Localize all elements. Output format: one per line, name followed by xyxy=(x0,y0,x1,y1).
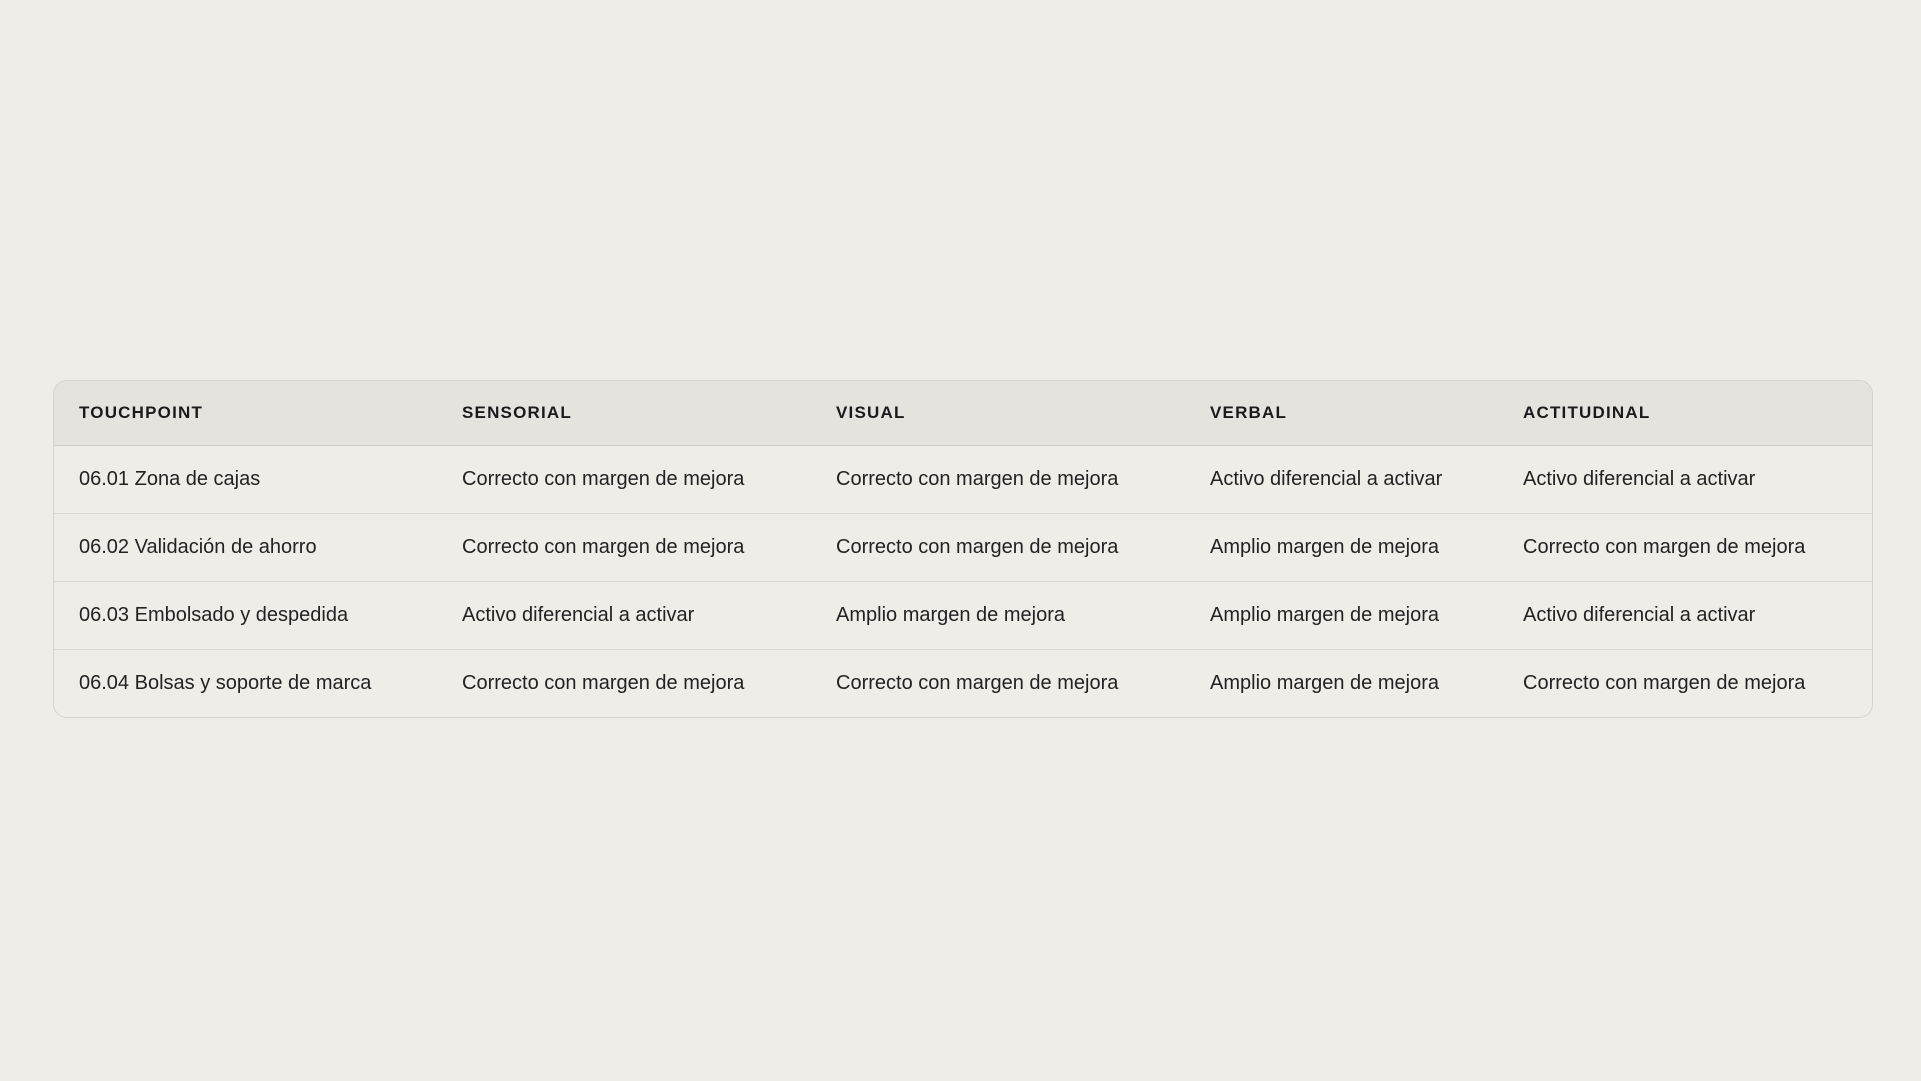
touchpoint-table xyxy=(53,380,1873,718)
column-header-actitudinal: ACTITUDINAL xyxy=(1498,381,1872,445)
column-header-sensorial: SENSORIAL xyxy=(437,381,811,445)
cell-sensorial: Correcto con margen de mejora xyxy=(437,513,811,581)
table xyxy=(54,381,1872,717)
cell-touchpoint: 06.01 Zona de cajas xyxy=(79,467,261,490)
cell-verbal: Amplio margen de mejora xyxy=(1185,513,1498,581)
cell-visual: Correcto con margen de mejora xyxy=(811,513,1185,581)
cell-sensorial: Activo diferencial a activar xyxy=(437,581,811,649)
cell-actitudinal: Activo diferencial a activar xyxy=(1498,581,1872,649)
table-row xyxy=(54,649,1872,717)
cell-touchpoint: 06.03 Embolsado y despedida xyxy=(54,581,437,649)
cell-actitudinal: Correcto con margen de mejora xyxy=(1498,649,1872,717)
cell-visual: Correcto con margen de mejora xyxy=(836,467,1119,490)
cell-visual: Correcto con margen de mejora xyxy=(811,649,1185,717)
column-header-visual: VISUAL xyxy=(811,381,1185,445)
cell-touchpoint: 06.02 Validación de ahorro xyxy=(54,513,437,581)
cell-actitudinal: Activo diferencial a activar xyxy=(1523,467,1756,490)
column-header-touchpoint: TOUCHPOINT xyxy=(54,381,437,445)
table-row xyxy=(54,445,1872,513)
table-header-row xyxy=(54,381,1872,445)
cell-visual: Amplio margen de mejora xyxy=(811,581,1185,649)
cell-verbal: Amplio margen de mejora xyxy=(1185,649,1498,717)
table-row xyxy=(54,581,1872,649)
cell-sensorial: Correcto con margen de mejora xyxy=(437,649,811,717)
table-row xyxy=(54,513,1872,581)
cell-verbal: Activo diferencial a activar xyxy=(1210,467,1443,490)
cell-actitudinal: Correcto con margen de mejora xyxy=(1498,513,1872,581)
column-header-verbal: VERBAL xyxy=(1185,381,1498,445)
cell-touchpoint: 06.04 Bolsas y soporte de marca xyxy=(54,649,437,717)
cell-verbal: Amplio margen de mejora xyxy=(1185,581,1498,649)
cell-sensorial: Correcto con margen de mejora xyxy=(462,467,745,490)
